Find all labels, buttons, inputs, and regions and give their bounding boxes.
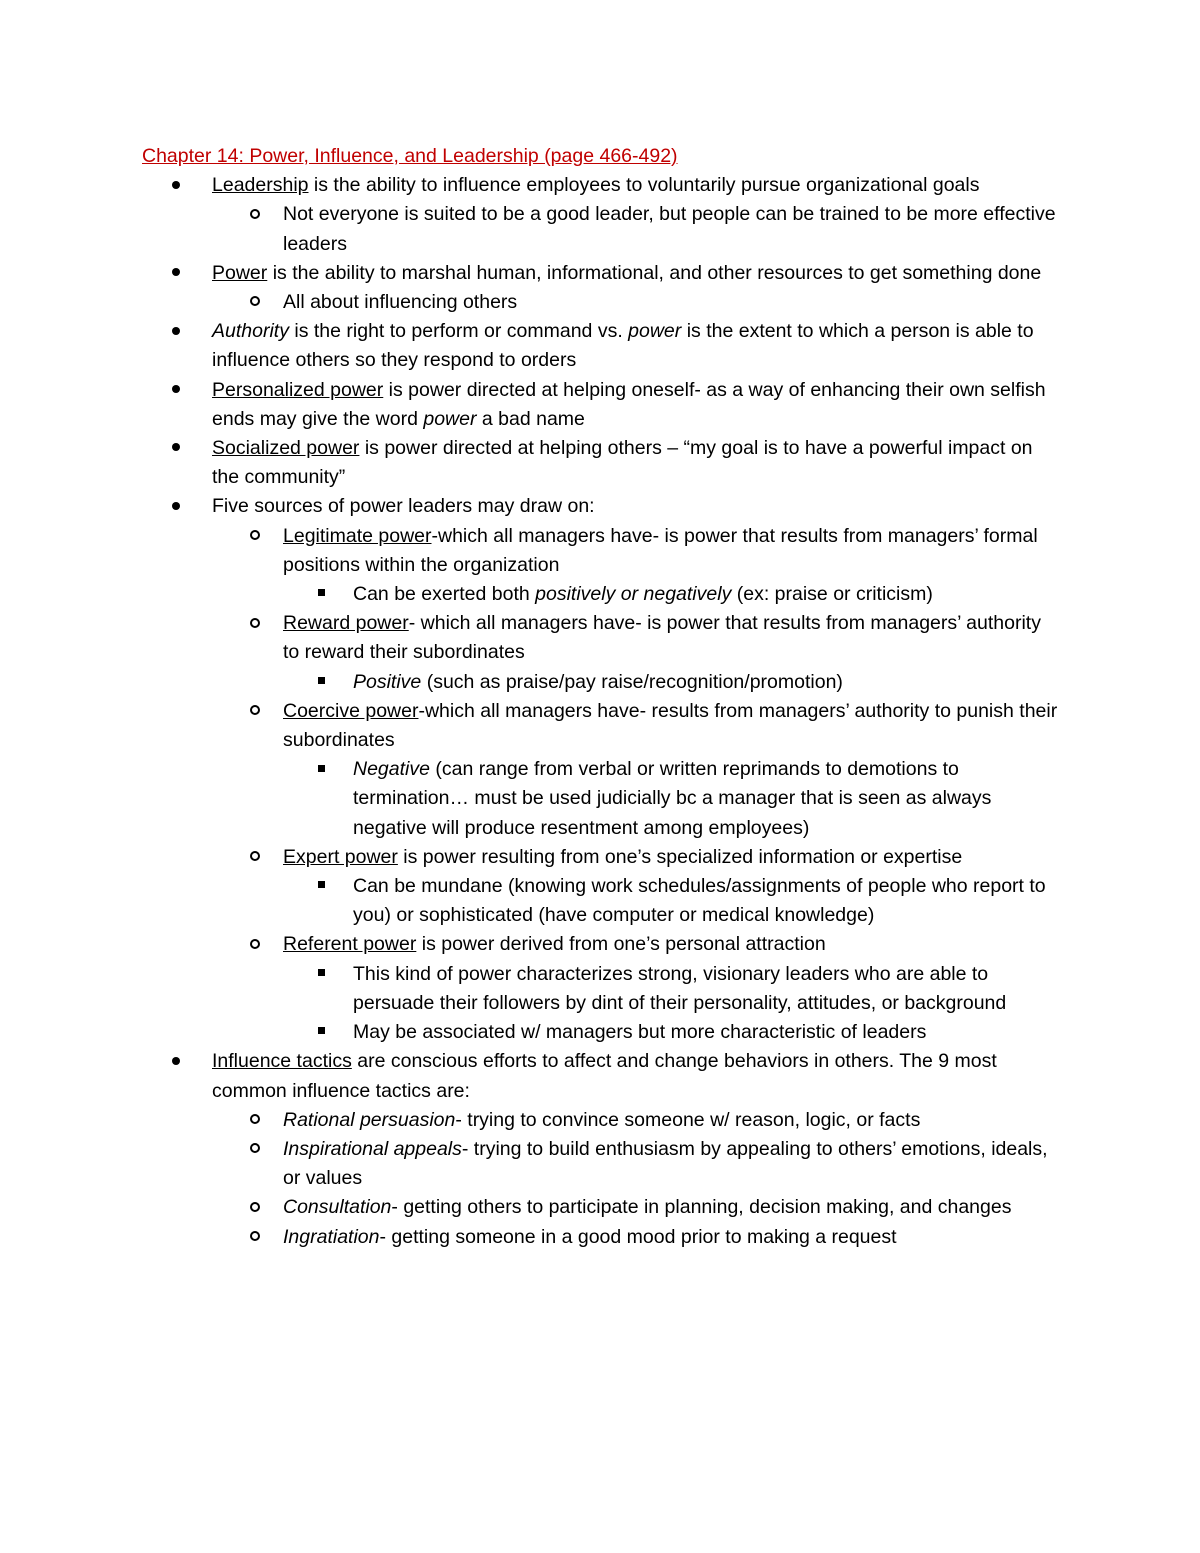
text-run: -which all managers have- results from managers’ authority to punish their subordinates bbox=[283, 699, 1058, 752]
list-item-text bbox=[353, 671, 843, 693]
bullet-marker bbox=[250, 930, 260, 959]
text-run: - which all managers have- is power that results from managers’ authority to reward their subordinates bbox=[283, 612, 1041, 664]
list-item bbox=[142, 1193, 1062, 1222]
text-run: is the right to perform or command vs. bbox=[288, 320, 629, 343]
square-bullet-icon bbox=[318, 589, 325, 596]
term-italic: Negative bbox=[353, 758, 430, 781]
bullet-marker bbox=[318, 960, 325, 989]
text-run: -which all managers have- is power that results from managers’ formal positions within the organization bbox=[283, 524, 1038, 576]
list-item bbox=[142, 609, 1062, 667]
text-run: All about influencing others bbox=[283, 291, 518, 314]
bullet-marker bbox=[172, 317, 180, 346]
list-item bbox=[142, 960, 1062, 1018]
bullet-marker bbox=[250, 200, 260, 229]
text-run: is the extent to which a person is able to influence others so they respond to orders bbox=[212, 320, 1034, 372]
text-run: This kind of power characterizes strong, visionary leaders who are able to persuade their followers by dint of their personality, attitudes, or background bbox=[353, 962, 1007, 1014]
list-item-text bbox=[212, 495, 595, 517]
text-run: is power resulting from one’s specialized information or expertise bbox=[397, 845, 963, 868]
bullet-marker bbox=[250, 697, 260, 726]
list-item bbox=[142, 1223, 1062, 1252]
term-italic: Rational persuasion bbox=[283, 1108, 456, 1131]
term-underlined: Reward power bbox=[283, 612, 409, 635]
list-item-text bbox=[283, 612, 1041, 663]
list-item bbox=[142, 492, 1062, 521]
list-item-text bbox=[283, 933, 826, 955]
list-item bbox=[142, 171, 1062, 200]
bullet-marker bbox=[250, 1223, 260, 1252]
list-item bbox=[142, 1135, 1062, 1193]
list-item-text bbox=[353, 583, 933, 605]
term-underlined: Socialized power bbox=[212, 437, 360, 460]
hollow-circle-bullet-icon bbox=[250, 209, 260, 219]
term-underlined: Power bbox=[212, 261, 268, 284]
page-title: Chapter 14: Power, Influence, and Leadership (page 466-492) bbox=[142, 145, 678, 167]
list-item-text bbox=[353, 875, 1046, 926]
list-item-text bbox=[212, 320, 1034, 371]
term-underlined: Referent power bbox=[283, 933, 417, 956]
hollow-circle-bullet-icon bbox=[250, 1114, 260, 1124]
bullet-marker bbox=[250, 522, 260, 551]
term-italic: power bbox=[423, 407, 477, 430]
list-item bbox=[142, 288, 1062, 317]
list-item bbox=[142, 522, 1062, 580]
square-bullet-icon bbox=[318, 677, 325, 684]
term-italic: power bbox=[628, 320, 682, 343]
hollow-circle-bullet-icon bbox=[250, 618, 260, 628]
bullet-marker bbox=[250, 1106, 260, 1135]
list-item bbox=[142, 697, 1062, 755]
bullet-marker bbox=[250, 1135, 260, 1164]
list-item-text bbox=[353, 758, 991, 838]
list-item bbox=[142, 1106, 1062, 1135]
text-run: - getting someone in a good mood prior to making a request bbox=[379, 1225, 897, 1248]
text-run: is power derived from one’s personal attraction bbox=[416, 933, 826, 956]
list-item bbox=[142, 434, 1062, 492]
filled-circle-bullet-icon bbox=[172, 502, 180, 510]
filled-circle-bullet-icon bbox=[172, 443, 180, 451]
term-italic: Ingratiation bbox=[283, 1225, 380, 1248]
term-italic: positively or negatively bbox=[535, 583, 732, 606]
bullet-marker bbox=[172, 492, 180, 521]
term-underlined: Legitimate power bbox=[283, 524, 432, 547]
list-item-text bbox=[283, 525, 1038, 576]
bullet-marker bbox=[318, 755, 325, 784]
list-item bbox=[142, 872, 1062, 930]
text-run: is power directed at helping oneself- as a way of enhancing their own selfish ends may give the word bbox=[212, 378, 1046, 430]
hollow-circle-bullet-icon bbox=[250, 851, 260, 861]
filled-circle-bullet-icon bbox=[172, 1057, 180, 1065]
hollow-circle-bullet-icon bbox=[250, 1202, 260, 1212]
text-run: is the ability to influence employees to voluntarily pursue organizational goals bbox=[308, 174, 980, 197]
square-bullet-icon bbox=[318, 765, 325, 772]
bullet-marker bbox=[318, 580, 325, 609]
text-run: Five sources of power leaders may draw on: bbox=[212, 495, 595, 518]
list-item bbox=[142, 668, 1062, 697]
list-item-text bbox=[283, 846, 962, 868]
filled-circle-bullet-icon bbox=[172, 181, 180, 189]
term-underlined: Leadership bbox=[212, 174, 309, 197]
hollow-circle-bullet-icon bbox=[250, 705, 260, 715]
hollow-circle-bullet-icon bbox=[250, 1231, 260, 1241]
term-italic: Consultation bbox=[283, 1196, 392, 1219]
text-run: a bad name bbox=[476, 407, 585, 430]
document-body bbox=[142, 142, 1062, 1252]
list-item-text bbox=[212, 174, 979, 196]
bullet-marker bbox=[250, 843, 260, 872]
text-run: (such as praise/pay raise/recognition/promotion) bbox=[421, 670, 843, 693]
bullet-marker bbox=[318, 872, 325, 901]
outline-list bbox=[142, 171, 1062, 1252]
list-item bbox=[142, 259, 1062, 288]
bullet-marker bbox=[172, 376, 180, 405]
list-item bbox=[142, 376, 1062, 434]
list-item-text bbox=[212, 379, 1046, 430]
list-item bbox=[142, 1047, 1062, 1105]
text-run: - getting others to participate in planning, decision making, and changes bbox=[391, 1196, 1012, 1219]
list-item bbox=[142, 580, 1062, 609]
filled-circle-bullet-icon bbox=[172, 268, 180, 276]
list-item bbox=[142, 317, 1062, 375]
text-run: are conscious efforts to affect and change behaviors in others. The 9 most common influence tactics are: bbox=[212, 1050, 997, 1102]
list-item bbox=[142, 843, 1062, 872]
list-item-text bbox=[283, 1109, 920, 1131]
list-item-text bbox=[212, 1050, 997, 1101]
list-item-text bbox=[353, 963, 1006, 1014]
list-item-text bbox=[283, 1226, 897, 1248]
bullet-marker bbox=[318, 668, 325, 697]
hollow-circle-bullet-icon bbox=[250, 1143, 260, 1153]
text-run: - trying to convince someone w/ reason, logic, or facts bbox=[455, 1108, 921, 1131]
term-italic: Inspirational appeals bbox=[283, 1137, 462, 1160]
square-bullet-icon bbox=[318, 881, 325, 888]
term-underlined: Personalized power bbox=[212, 378, 384, 401]
list-item-text bbox=[283, 700, 1057, 751]
bullet-marker bbox=[172, 434, 180, 463]
list-item-text bbox=[283, 1138, 1048, 1189]
text-run: is the ability to marshal human, informational, and other resources to get something done bbox=[267, 261, 1042, 284]
text-run: Can be mundane (knowing work schedules/assignments of people who report to you) or sophisticated (have computer or medical knowledge) bbox=[353, 875, 1046, 927]
text-run: (can range from verbal or written reprimands to demotions to termination… must be used judicially bc a manager that is seen as always negative will produce resentment among employees) bbox=[353, 758, 992, 839]
list-item-text bbox=[283, 203, 1056, 254]
term-underlined: Expert power bbox=[283, 845, 398, 868]
square-bullet-icon bbox=[318, 1027, 325, 1034]
list-item bbox=[142, 930, 1062, 959]
term-italic: Authority bbox=[212, 320, 289, 343]
hollow-circle-bullet-icon bbox=[250, 530, 260, 540]
text-run: - trying to build enthusiasm by appealing to others’ emotions, ideals, or values bbox=[283, 1137, 1048, 1190]
term-italic: Positive bbox=[353, 670, 422, 693]
text-run: May be associated w/ managers but more characteristic of leaders bbox=[353, 1021, 927, 1044]
term-underlined: Coercive power bbox=[283, 699, 419, 722]
bullet-marker bbox=[250, 1193, 260, 1222]
bullet-marker bbox=[250, 288, 260, 317]
filled-circle-bullet-icon bbox=[172, 327, 180, 335]
text-run: (ex: praise or criticism) bbox=[731, 583, 933, 606]
term-underlined: Influence tactics bbox=[212, 1050, 352, 1073]
list-item bbox=[142, 200, 1062, 258]
square-bullet-icon bbox=[318, 969, 325, 976]
bullet-marker bbox=[318, 1018, 325, 1047]
hollow-circle-bullet-icon bbox=[250, 296, 260, 306]
bullet-marker bbox=[172, 1047, 180, 1076]
list-item-text bbox=[353, 1021, 926, 1043]
list-item-text bbox=[212, 437, 1033, 488]
text-run: Not everyone is suited to be a good leader, but people can be trained to be more effective leaders bbox=[283, 203, 1056, 255]
text-run: Can be exerted both bbox=[353, 583, 536, 606]
bullet-marker bbox=[172, 171, 180, 200]
list-item-text bbox=[212, 262, 1041, 284]
list-item bbox=[142, 755, 1062, 843]
list-item bbox=[142, 1018, 1062, 1047]
list-item-text bbox=[283, 291, 517, 313]
text-run: is power directed at helping others – “my goal is to have a powerful impact on the community” bbox=[212, 437, 1033, 489]
filled-circle-bullet-icon bbox=[172, 385, 180, 393]
list-item-text bbox=[283, 1196, 1011, 1218]
bullet-marker bbox=[250, 609, 260, 638]
bullet-marker bbox=[172, 259, 180, 288]
hollow-circle-bullet-icon bbox=[250, 939, 260, 949]
